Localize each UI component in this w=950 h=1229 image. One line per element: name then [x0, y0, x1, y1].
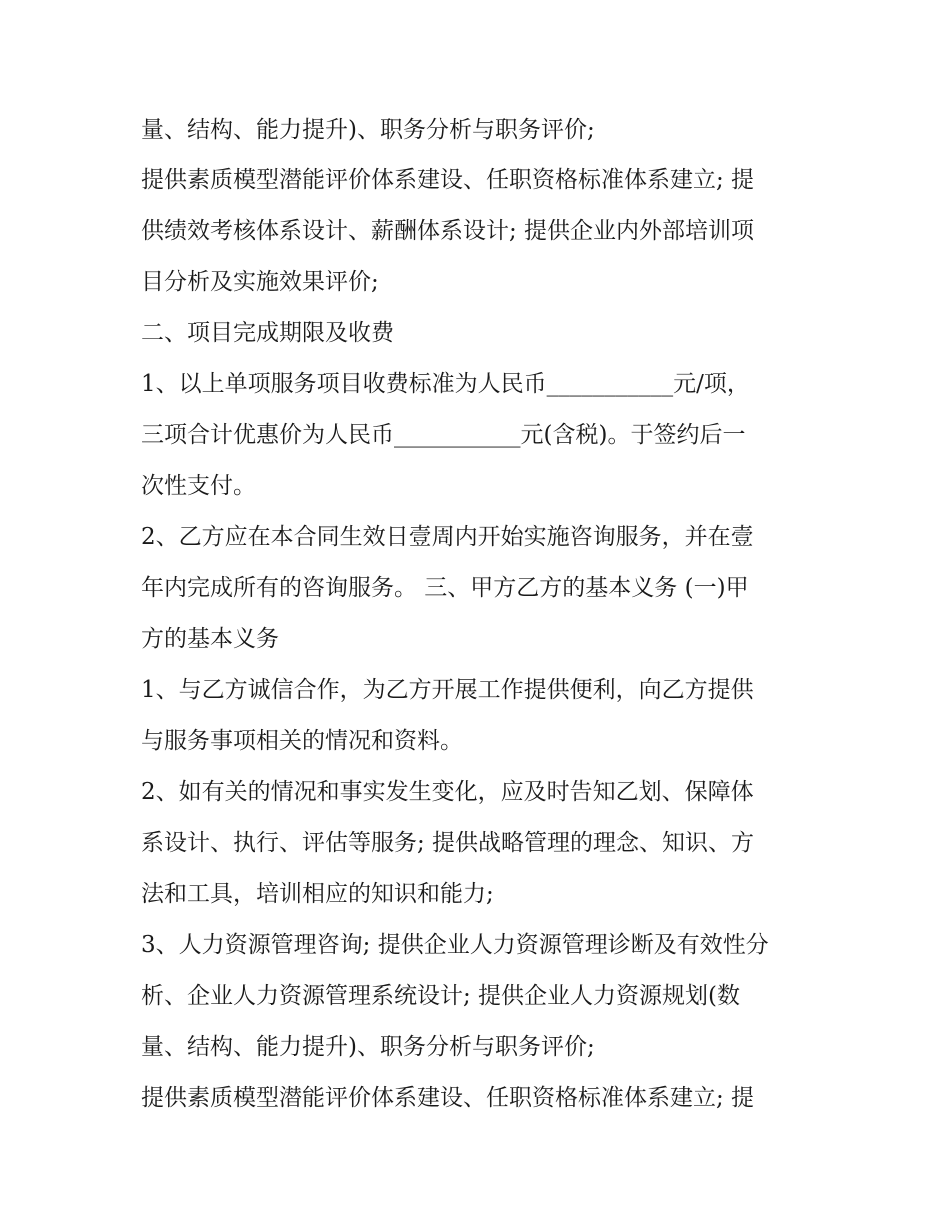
text-line: 方的基本义务 — [141, 626, 279, 652]
text-line: 供绩效考核体系设计、薪酬体系设计; 提供企业内外部培训项 — [141, 218, 755, 244]
section-heading: 二、项目完成期限及收费 — [141, 320, 394, 346]
text-line: 3、人力资源管理咨询; 提供企业人力资源管理诊断及有效性分 — [141, 932, 769, 958]
text-line: 量、结构、能力提升)、职务分析与职务评价; — [141, 117, 595, 143]
text-line: 三项合计优惠价为人民币___________元(含税)。于签约后一 — [141, 422, 746, 448]
text-line: 提供素质模型潜能评价体系建设、任职资格标准体系建立; 提 — [141, 167, 755, 193]
text-line: 年内完成所有的咨询服务。 三、甲方乙方的基本义务 (一)甲 — [141, 575, 749, 601]
text-line: 与服务事项相关的情况和资料。 — [141, 728, 463, 754]
text-line: 目分析及实施效果评价; — [141, 269, 379, 295]
text-line: 2、乙方应在本合同生效日壹周内开始实施咨询服务，并在壹 — [141, 524, 754, 550]
text-line: 量、结构、能力提升)、职务分析与职务评价; — [141, 1034, 595, 1060]
text-line: 提供素质模型潜能评价体系建设、任职资格标准体系建立; 提 — [141, 1085, 755, 1111]
text-line: 2、如有关的情况和事实发生变化，应及时告知乙划、保障体 — [141, 779, 754, 805]
text-line: 次性支付。 — [141, 473, 256, 499]
text-line: 析、企业人力资源管理系统设计; 提供企业人力资源规划(数 — [141, 983, 741, 1009]
text-line: 1、与乙方诚信合作，为乙方开展工作提供便利，向乙方提供 — [141, 677, 754, 703]
text-line: 1、以上单项服务项目收费标准为人民币___________元/项， — [141, 371, 750, 397]
text-line: 法和工具，培训相应的知识和能力; — [141, 881, 494, 907]
text-line: 系设计、执行、评估等服务; 提供战略管理的理念、知识、方 — [141, 830, 755, 856]
